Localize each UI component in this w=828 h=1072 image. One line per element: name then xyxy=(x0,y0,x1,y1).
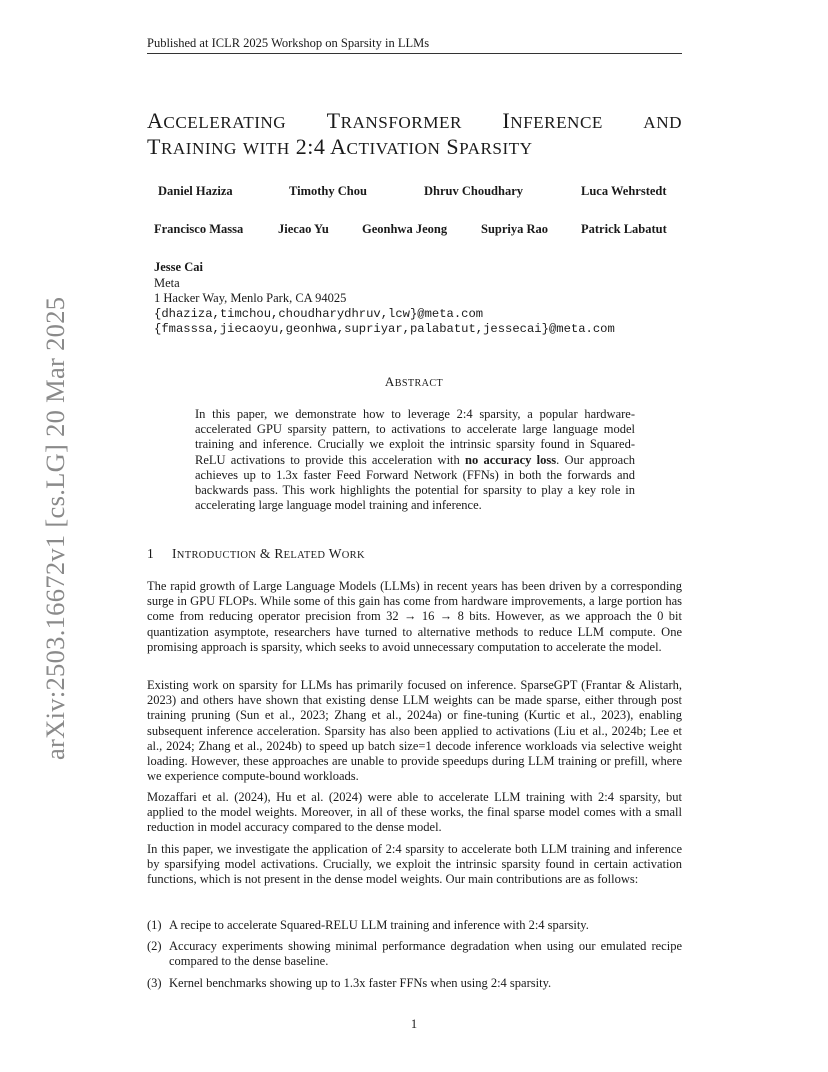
contribution-text: Accuracy experiments showing minimal performance degradation when using our emulated recipe compared to the dense baseline. xyxy=(169,939,682,969)
title-word: INFERENCE xyxy=(502,108,603,133)
affiliation-block xyxy=(154,260,615,338)
author-name: Jesse Cai xyxy=(154,260,203,274)
paper-title-line-1 xyxy=(147,108,682,134)
section-heading xyxy=(147,546,365,562)
contribution-number: (1) xyxy=(147,918,162,932)
page-number: 1 xyxy=(410,1017,418,1031)
author-name: Geonhwa Jeong xyxy=(362,222,448,236)
author-name: Patrick Labatut xyxy=(581,222,667,236)
contribution-number: (3) xyxy=(147,976,162,990)
title-word: AND xyxy=(643,113,682,132)
author-emails-1: {dhaziza,timchou,choudharydhruv,lcw}@meta.com xyxy=(154,306,484,321)
author-name: Supriya Rao xyxy=(481,222,549,236)
abstract-bold-phrase: no accuracy loss xyxy=(465,452,557,467)
abstract-body xyxy=(195,407,635,513)
running-header: Published at ICLR 2025 Workshop on Sparsity in LLMs xyxy=(147,36,430,50)
contribution-number: (2) xyxy=(147,939,162,953)
section-number: 1 xyxy=(147,546,155,561)
author-name: Jiecao Yu xyxy=(278,222,329,236)
author-name: Dhruv Choudhary xyxy=(424,184,523,198)
author-name: Timothy Chou xyxy=(289,184,367,198)
contribution-item xyxy=(147,918,682,933)
arxiv-identifier-stamp: arXiv:2503.16672v1 [cs.LG] 20 Mar 2025 xyxy=(40,296,70,760)
contribution-item xyxy=(147,976,682,991)
body-paragraph: In this paper, we investigate the application of 2:4 sparsity to accelerate both LLM training and inference by sparsifying model activations. Crucially, we exploit the intrinsic sparsity found in certain activation functions, which is not present in the dense model weights. Our main contributions are as follows: xyxy=(147,842,682,887)
author-name: Daniel Haziza xyxy=(158,184,233,198)
contribution-text: Kernel benchmarks showing up to 1.3x faster FFNs when using 2:4 sparsity. xyxy=(169,976,552,990)
abstract-text: In this paper, we demonstrate how to leverage 2:4 sparsity, a popular hardware-accelerated GPU sparsity pattern, to activations to accelerate large language model training and inference. Crucially we exploit the intrinsic sparsity found in Squared-ReLU activations to provide this acceleration with xyxy=(195,407,635,467)
body-paragraph: Mozaffari et al. (2024), Hu et al. (2024) were able to accelerate LLM training with 2:4 sparsity, but applied to the model weights. Moreover, in all of these works, the final sparse model comes with a small reduction in model accuracy compared to the dense model. xyxy=(147,790,682,835)
section-title: INTRODUCTION & RELATED WORK xyxy=(172,546,365,561)
affiliation-org: Meta xyxy=(154,275,180,290)
header-rule xyxy=(147,53,682,54)
author-name: Luca Wehrstedt xyxy=(581,184,667,198)
body-paragraph: The rapid growth of Large Language Models (LLMs) in recent years has been driven by a corresponding surge in GPU FLOPs. While some of this gain has come from hardware improvements, a large portion has come from reducing operator precision from 32 → 16 → 8 bits. However, as we approach the 0 bit quantization asymptote, researchers have turned to alternative methods to reduce LLM compute. One promising approach is sparsity, which seeks to avoid unnecessary computation to accelerate the model. xyxy=(147,579,682,654)
title-word: TRANSFORMER xyxy=(326,108,462,133)
title-word: ACCELERATING xyxy=(147,108,287,133)
affiliation-address: 1 Hacker Way, Menlo Park, CA 94025 xyxy=(154,291,347,305)
contribution-text: A recipe to accelerate Squared-RELU LLM training and inference with 2:4 sparsity. xyxy=(169,918,589,932)
author-emails-2: {fmasssa,jiecaoyu,geonhwa,supriyar,palabatut,jessecai}@meta.com xyxy=(154,322,615,336)
body-paragraph: Existing work on sparsity for LLMs has primarily focused on inference. SparseGPT (Frantar & Alistarh, 2023) and others have shown that existing dense LLM weights can be made sparse, either through post training pruning (Sun et al., 2023; Zhang et al., 2024a) or fine-tuning (Kurtic et al., 2023), enabling subsequent inference acceleration. Sparsity has also been applied to activations (Liu et al., 2024b; Lee et al., 2024; Zhang et al., 2024b) to speed up batch size=1 decode inference workloads via selective weight loading. However, these approaches are unable to provide speedups during LLM training or prefill, where we experience compute-bound workloads. xyxy=(147,678,682,784)
paper-title-line-2: TRAINING WITH 2:4 ACTIVATION SPARSITY xyxy=(147,134,533,159)
abstract-heading: ABSTRACT xyxy=(384,374,444,389)
abstract-text: . Our approach achieves up to 1.3x faster Feed Forward Network (FFNs) in both the forwards and backwards pass. This work highlights the potential for sparsity to play a key role in accelerating large language model training and inference. xyxy=(195,452,635,513)
contribution-item xyxy=(147,939,682,969)
author-name: Francisco Massa xyxy=(154,222,244,236)
